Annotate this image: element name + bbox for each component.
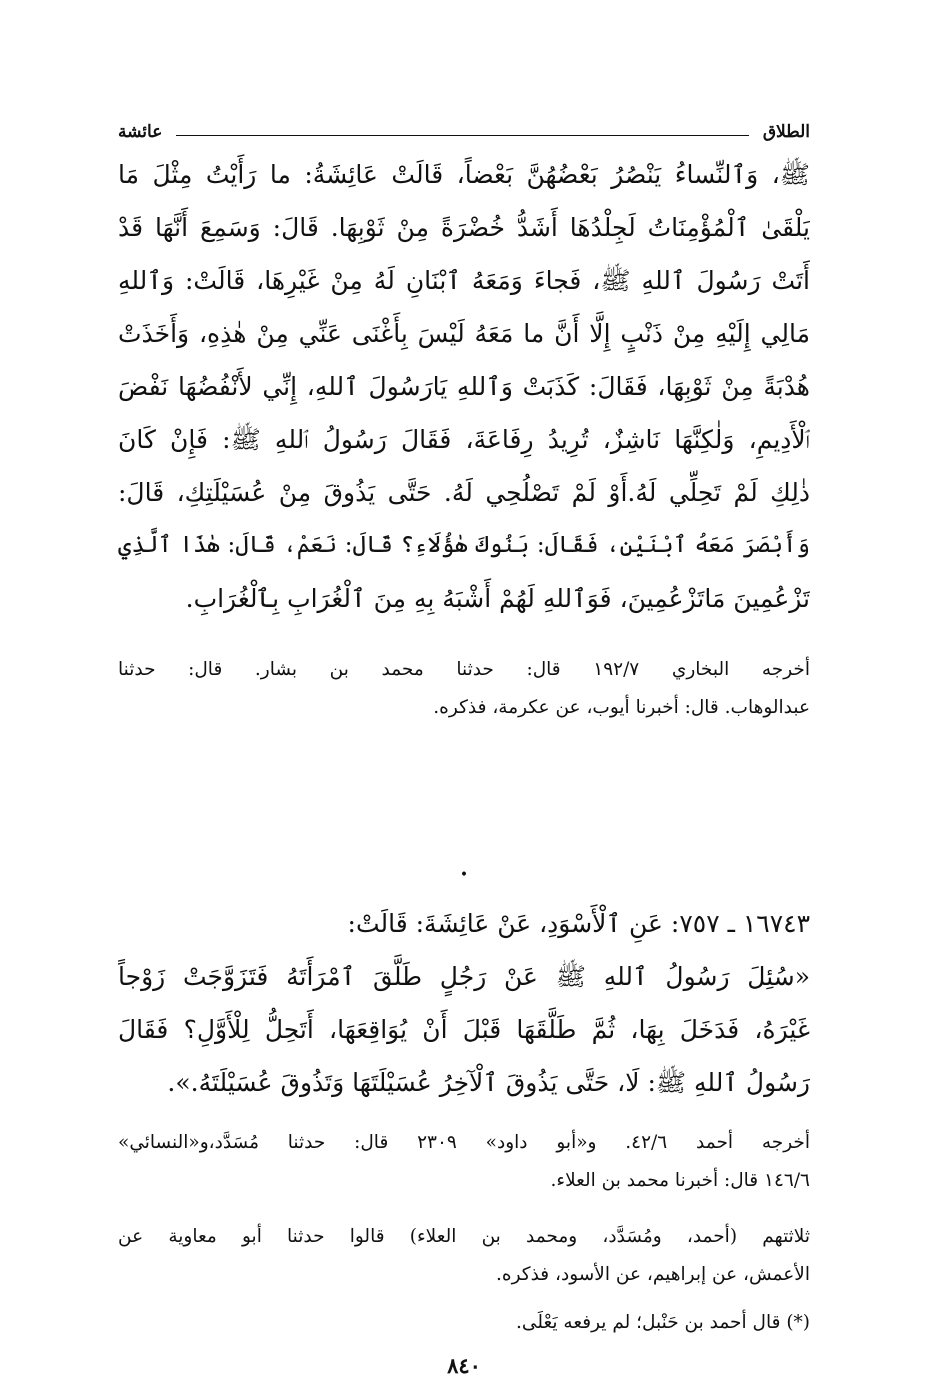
footnote-line: (*) قال أحمد بن حَنْبل؛ لم يرفعه يَعْلَى. <box>516 1312 810 1333</box>
note-line: ١٤٦/٦ قال: أخبرنا محمد بن العلاء. <box>550 1170 810 1191</box>
hadith-text-continued <box>118 148 810 625</box>
chapter-title: الطلاق <box>762 122 810 142</box>
text-line: تَزْعُمِينَ مَاتَزْعُمِينَ، فَوَٱللهِ لَهُمْ أَشْبَهُ بِهِ مِنَ ٱلْغُرَابِ بِٱلْغُرَابِ. <box>185 584 810 613</box>
note-line: عبدالوهاب. قال: أخبرنا أيوب، عن عكرمة، فذكره. <box>433 697 810 718</box>
footnote <box>118 1304 810 1342</box>
text-line: «سُئِلَ رَسُولُ ٱللهِ ﷺ عَنْ رَجُلٍ طَلَّقَ ٱمْرَأَتَهُ فَتَزَوَّجَتْ زَوْجاً <box>118 962 810 991</box>
section-separator: • <box>459 867 469 883</box>
text-line: أَتَتْ رَسُولَ ٱللهِ ﷺ، فَجاءَ وَمَعَهُ ٱبْنَانِ لَهُ مِنْ غَيْرِهَا، قَالَتْ: وَٱللهِ <box>118 266 810 295</box>
note-line: أخرجه البخاري ١٩٢/٧ قال: حدثنا محمد بن بشار. قال: حدثنا <box>118 659 810 680</box>
header-rule <box>176 135 748 136</box>
text-line: مَالِي إِلَيْهِ مِنْ ذَنْبٍ إِلَّا أَنَّ ما مَعَهُ لَيْسَ بِأَغْنَى عَنِّي مِنْ هٰذِهِ، وَأَخَذَتْ <box>118 319 810 348</box>
note-line: الأعمش، عن إبراهيم، عن الأسود، فذكره. <box>496 1264 810 1285</box>
text-line: يَلْقَىٰ ٱلْمُؤْمِنَاتُ لَجِلْدُهَا أَشَدُّ خُضْرَةً مِنْ ثَوْبِهَا. قَالَ: وَسَمِعَ أَنَّهَا قَدْ <box>118 213 810 242</box>
text-line: ذٰلِكِ لَمْ تَحِلِّي لَهُ.أَوْ لَمْ تَصْلُحِي لَهُ. حَتَّى يَذُوقَ مِنْ عُسَيْلَتِكِ، قَالَ: <box>118 478 810 507</box>
text-line: وَأَبْصَرَ مَعَهُ ٱبْنَيْنِ، فَقَالَ: بَنُوكَ هٰؤُلَاءِ؟ قَالَ: نَعَمْ، قَالَ: هٰذَا ٱلَّذِي <box>118 532 810 558</box>
narrator-name: عائشة <box>118 122 163 142</box>
takhrij-note <box>118 1218 810 1294</box>
text-line: ﷺ، وَٱلنِّساءُ يَنْصُرُ بَعْضُهُنَّ بَعْضاً، قَالَتْ عَائِشَةُ: ما رَأَيْتُ مِثْلَ مَا <box>118 160 810 189</box>
text-line: هُدْبَةً مِنْ ثَوْبِهَا، فَقَالَ: كَذَبَتْ وَٱللهِ يَارَسُولَ ٱللهِ، إِنِّي لأَنْفُضُهَا نَفْضَ <box>118 372 810 401</box>
page-number: ٨٤٠ <box>447 1353 481 1378</box>
text-line: ٱلْأَدِيمِ، وَلٰكِنَّهَا نَاشِزٌ، تُرِيدُ رِفَاعَةَ، فَقَالَ رَسُولُ ٱللهِ ﷺ: فَإِنْ كَانَ <box>118 425 810 454</box>
running-header <box>118 118 810 146</box>
takhrij-note <box>118 651 810 727</box>
text-line: رَسُولُ ٱللهِ ﷺ: لَا، حَتَّى يَذُوقَ ٱلْآخِرُ عُسَيْلَتَهَا وَتَذُوقَ عُسَيْلَتَهُ.». <box>167 1068 810 1097</box>
note-line: ثلاثتهم (أحمد، ومُسَدَّد، ومحمد بن العلاء) قالوا حدثنا أبو معاوية عن <box>118 1226 810 1247</box>
hadith-heading-line: ١٦٧٤٣ ـ ٧٥٧: عَنِ ٱلْأَسْوَدِ، عَنْ عَائِشَةَ: قَالَتْ: <box>347 909 810 938</box>
text-line: غَيْرَهُ، فَدَخَلَ بِهَا، ثُمَّ طَلَّقَهَا قَبْلَ أَنْ يُوَاقِعَهَا، أَتَحِلُّ لِلْأَوَّلِ؟ فَقَالَ <box>118 1015 810 1044</box>
takhrij-note <box>118 1124 810 1200</box>
hadith-text <box>118 897 810 1109</box>
note-line: أخرجه أحمد ٤٢/٦. و«أبو داود» ٢٣٠٩ قال: حدثنا مُسَدَّد،و«النسائي» <box>118 1132 810 1153</box>
book-page <box>118 108 810 1378</box>
